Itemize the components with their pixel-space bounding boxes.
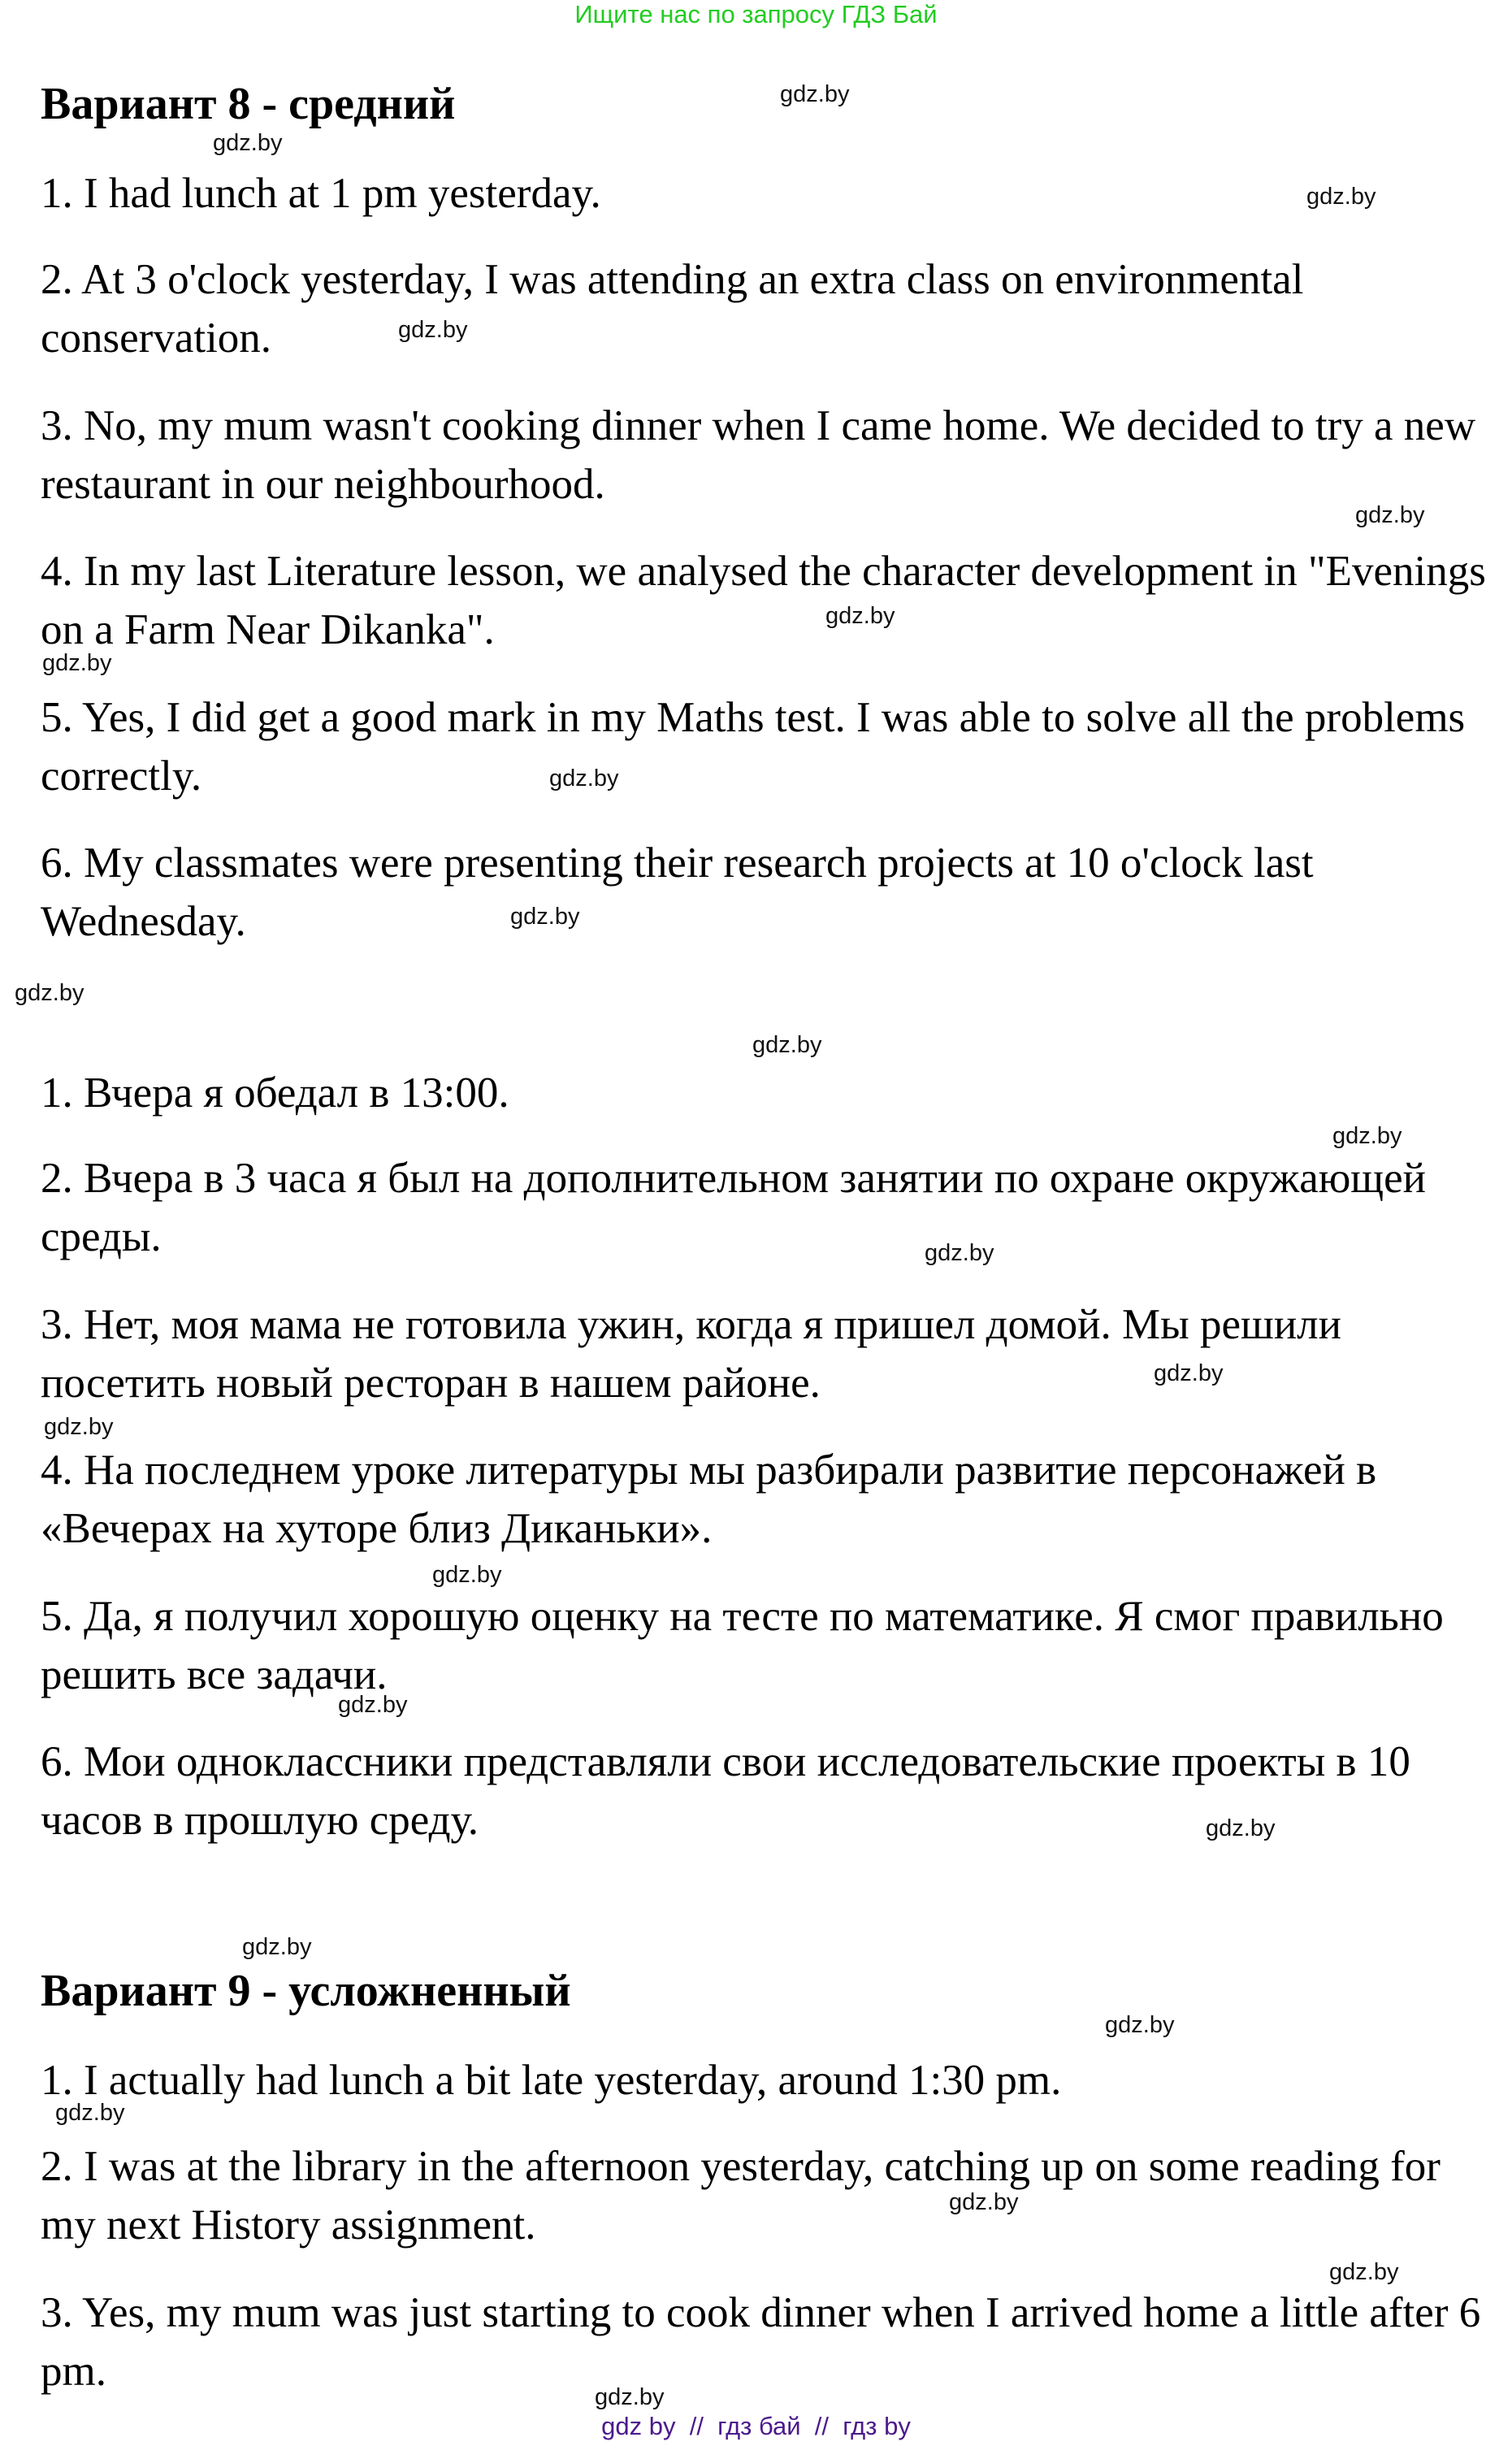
watermark: gdz.by <box>242 1934 312 1960</box>
watermark: gdz.by <box>42 650 112 676</box>
watermark: gdz.by <box>595 2384 665 2410</box>
answer-ru-2: 2. Вчера в 3 часа я был на дополнительном занятии по охране окружающей среды. <box>41 1155 1427 1260</box>
answer-en-2: 2. At 3 o'clock yesterday, I was attending an extra class on environmental conservation. <box>41 256 1304 362</box>
watermark: gdz.by <box>213 130 283 156</box>
answer-en-1: 1. I had lunch at 1 pm yesterday. <box>41 170 601 217</box>
answer-en-4: 4. In my last Literature lesson, we analysed the character development in "Evenings on a Farm Near Dikanka". <box>41 548 1486 653</box>
watermark: gdz.by <box>1355 502 1425 528</box>
watermark: gdz.by <box>780 81 850 107</box>
answer-v9-en-1: 1. I actually had lunch a bit late yesterday, around 1:30 pm. <box>41 2057 1062 2104</box>
answer-en-6: 6. My classmates were presenting their research projects at 10 o'clock last Wednesday. <box>41 839 1314 945</box>
watermark: gdz.by <box>15 980 84 1006</box>
variant-9-heading: Вариант 9 - усложненный <box>41 1966 571 2016</box>
watermark: gdz.by <box>825 603 895 629</box>
answer-ru-3: 3. Нет, моя мама не готовила ужин, когда я пришел домой. Мы решили посетить новый ресторан в нашем районе. <box>41 1301 1341 1407</box>
watermark: gdz.by <box>432 1562 502 1588</box>
watermark: gdz.by <box>1332 1123 1402 1149</box>
watermark: gdz.by <box>55 2100 125 2126</box>
search-banner: Ищите нас по запросу ГДЗ Бай <box>574 0 938 28</box>
watermark: gdz.by <box>1206 1815 1276 1841</box>
watermark: gdz.by <box>1154 1360 1224 1386</box>
answer-ru-6: 6. Мои одноклассники представляли свои исследовательские проекты в 10 часов в прошлую среду. <box>41 1738 1410 1844</box>
watermark: gdz.by <box>925 1240 994 1266</box>
answer-ru-5: 5. Да, я получил хорошую оценку на тесте по математике. Я смог правильно решить все задачи. <box>41 1593 1444 1698</box>
answer-ru-1: 1. Вчера я обедал в 13:00. <box>41 1069 509 1117</box>
watermark: gdz.by <box>1105 2012 1175 2038</box>
answer-ru-4: 4. На последнем уроке литературы мы разбирали развитие персонажей в «Вечерах на хуторе близ Диканьки». <box>41 1446 1377 1552</box>
variant-8-heading: Вариант 8 - средний <box>41 79 456 129</box>
answer-v9-en-2: 2. I was at the library in the afternoon yesterday, catching up on some reading for my next History assignment. <box>41 2143 1441 2249</box>
answer-v9-en-3: 3. Yes, my mum was just starting to cook dinner when I arrived home a little after 6 pm. <box>41 2289 1481 2395</box>
watermark: gdz.by <box>338 1692 408 1718</box>
answer-en-5: 5. Yes, I did get a good mark in my Maths test. I was able to solve all the problems correctly. <box>41 694 1466 800</box>
watermark: gdz.by <box>44 1414 114 1440</box>
watermark: gdz.by <box>752 1032 822 1058</box>
footer-links: gdz by // гдз бай // гдз by <box>601 2412 911 2440</box>
watermark: gdz.by <box>398 317 468 343</box>
watermark: gdz.by <box>949 2189 1019 2215</box>
watermark: gdz.by <box>1329 2259 1399 2285</box>
watermark: gdz.by <box>1306 184 1376 210</box>
watermark: gdz.by <box>549 765 619 791</box>
watermark: gdz.by <box>510 904 580 930</box>
answer-en-3: 3. No, my mum wasn't cooking dinner when I came home. We decided to try a new restaurant in our neighbourhood. <box>41 402 1476 508</box>
